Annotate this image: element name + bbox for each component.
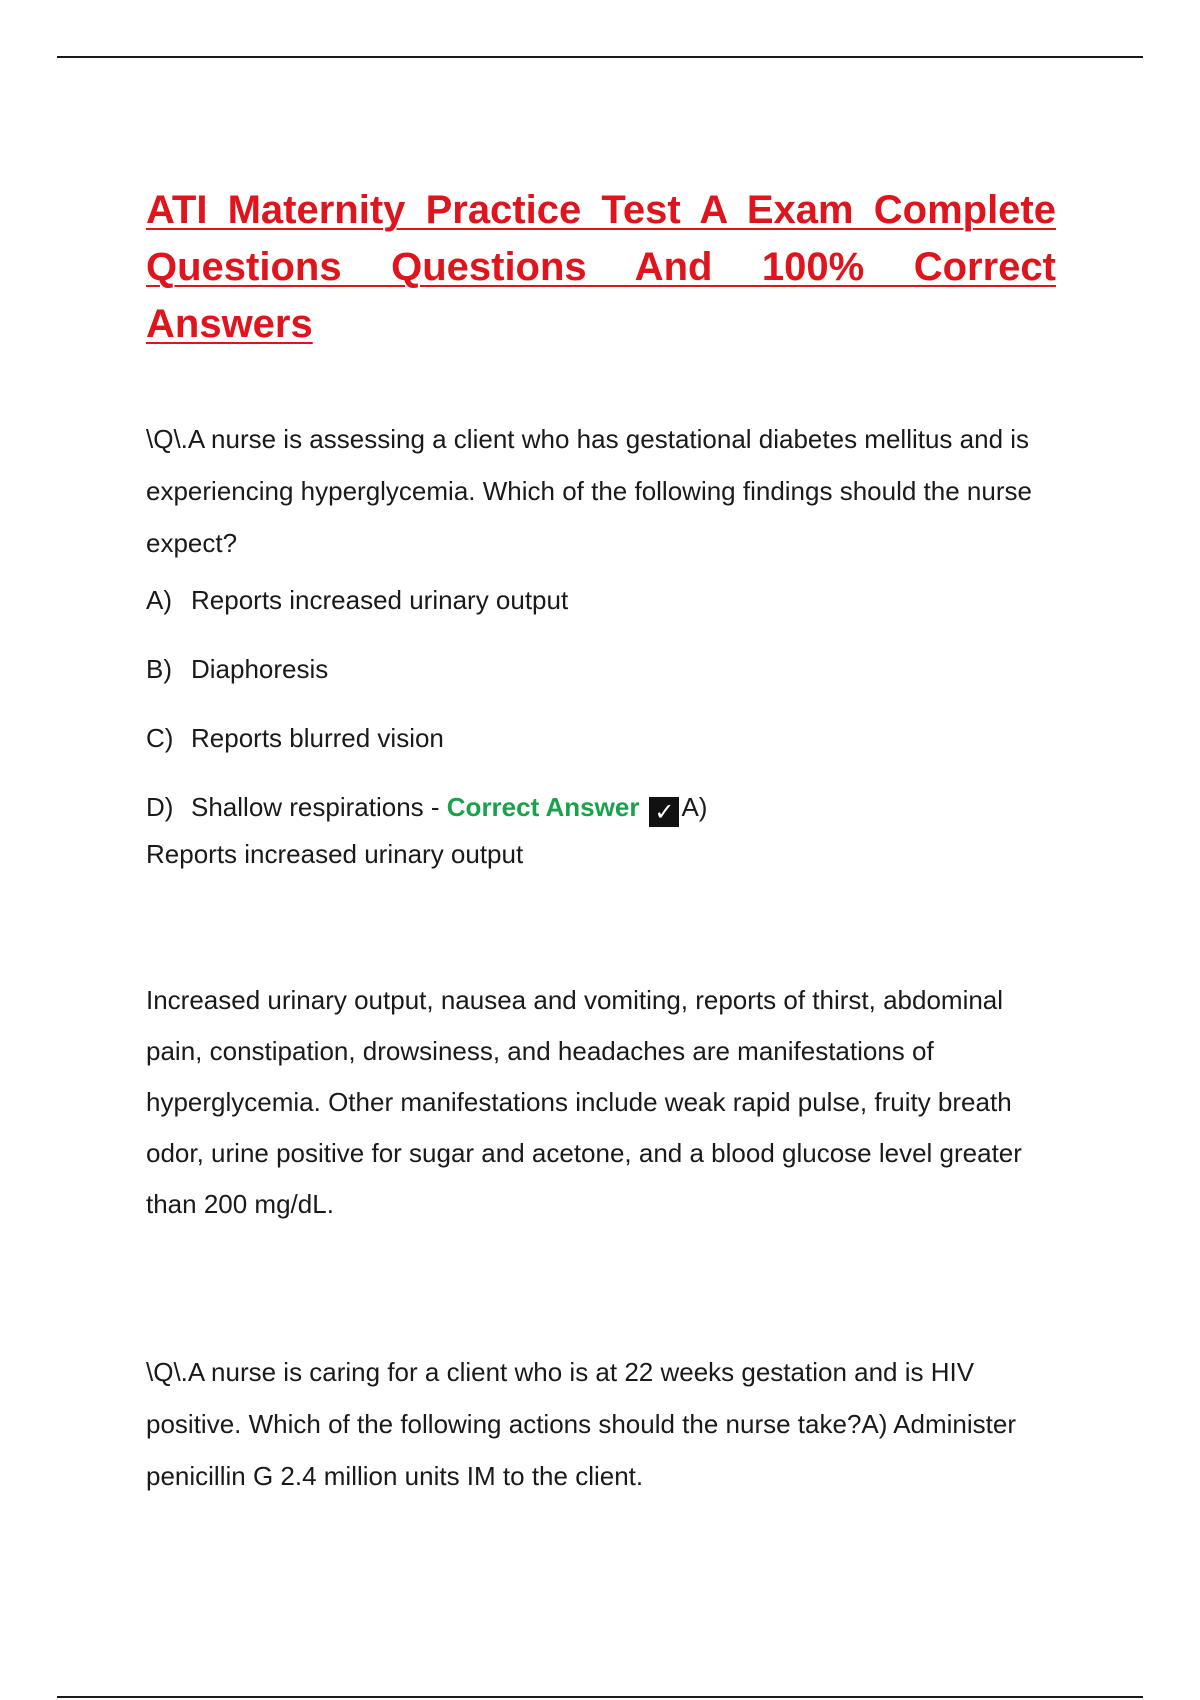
check-mark-icon: ✓ [649, 797, 679, 827]
question-1-options [146, 583, 1056, 827]
option-b [146, 652, 1056, 686]
correct-answer-letter: A) [681, 792, 708, 822]
option-d [146, 790, 1056, 827]
option-letter: B) [146, 654, 172, 684]
option-a [146, 583, 1056, 617]
header-rule [57, 56, 1143, 58]
option-text: Diaphoresis [191, 654, 329, 684]
document-title: ATI Maternity Practice Test A Exam Complete Questions Questions And 100% Correct Answers [146, 188, 1056, 346]
option-letter: A) [146, 585, 172, 615]
option-d-line [191, 790, 707, 827]
option-text: Shallow respirations - [191, 792, 447, 822]
footer-rule [57, 1696, 1143, 1698]
correct-answer-text: Reports increased urinary output [146, 839, 524, 869]
question-1-text: \Q\.A nurse is assessing a client who has gestational diabetes mellitus and is experiencing hyperglycemia. Which of the following findings should the nurse expect? [146, 424, 1032, 558]
question-1-rationale: Increased urinary output, nausea and vomiting, reports of thirst, abdominal pain, constipation, drowsiness, and headaches are manifestations of hyperglycemia. Other manifestations include weak rapid pulse, fruity breath odor, urine positive for sugar and acetone, and a blood glucose level greater than 200 mg/dL. [146, 985, 1022, 1219]
option-letter: D) [146, 792, 174, 822]
document-body [146, 182, 1056, 1502]
option-text: Reports increased urinary output [191, 585, 569, 615]
correct-answer-label: Correct Answer [446, 792, 640, 822]
question-2-text: \Q\.A nurse is caring for a client who is at 22 weeks gestation and is HIV positive. Which of the following actions should the nurse take?A) Administer penicillin G 2.4 million units IM to the client. [146, 1357, 1017, 1491]
option-letter: C) [146, 723, 174, 753]
option-c [146, 721, 1056, 755]
option-text: Reports blurred vision [191, 723, 444, 753]
